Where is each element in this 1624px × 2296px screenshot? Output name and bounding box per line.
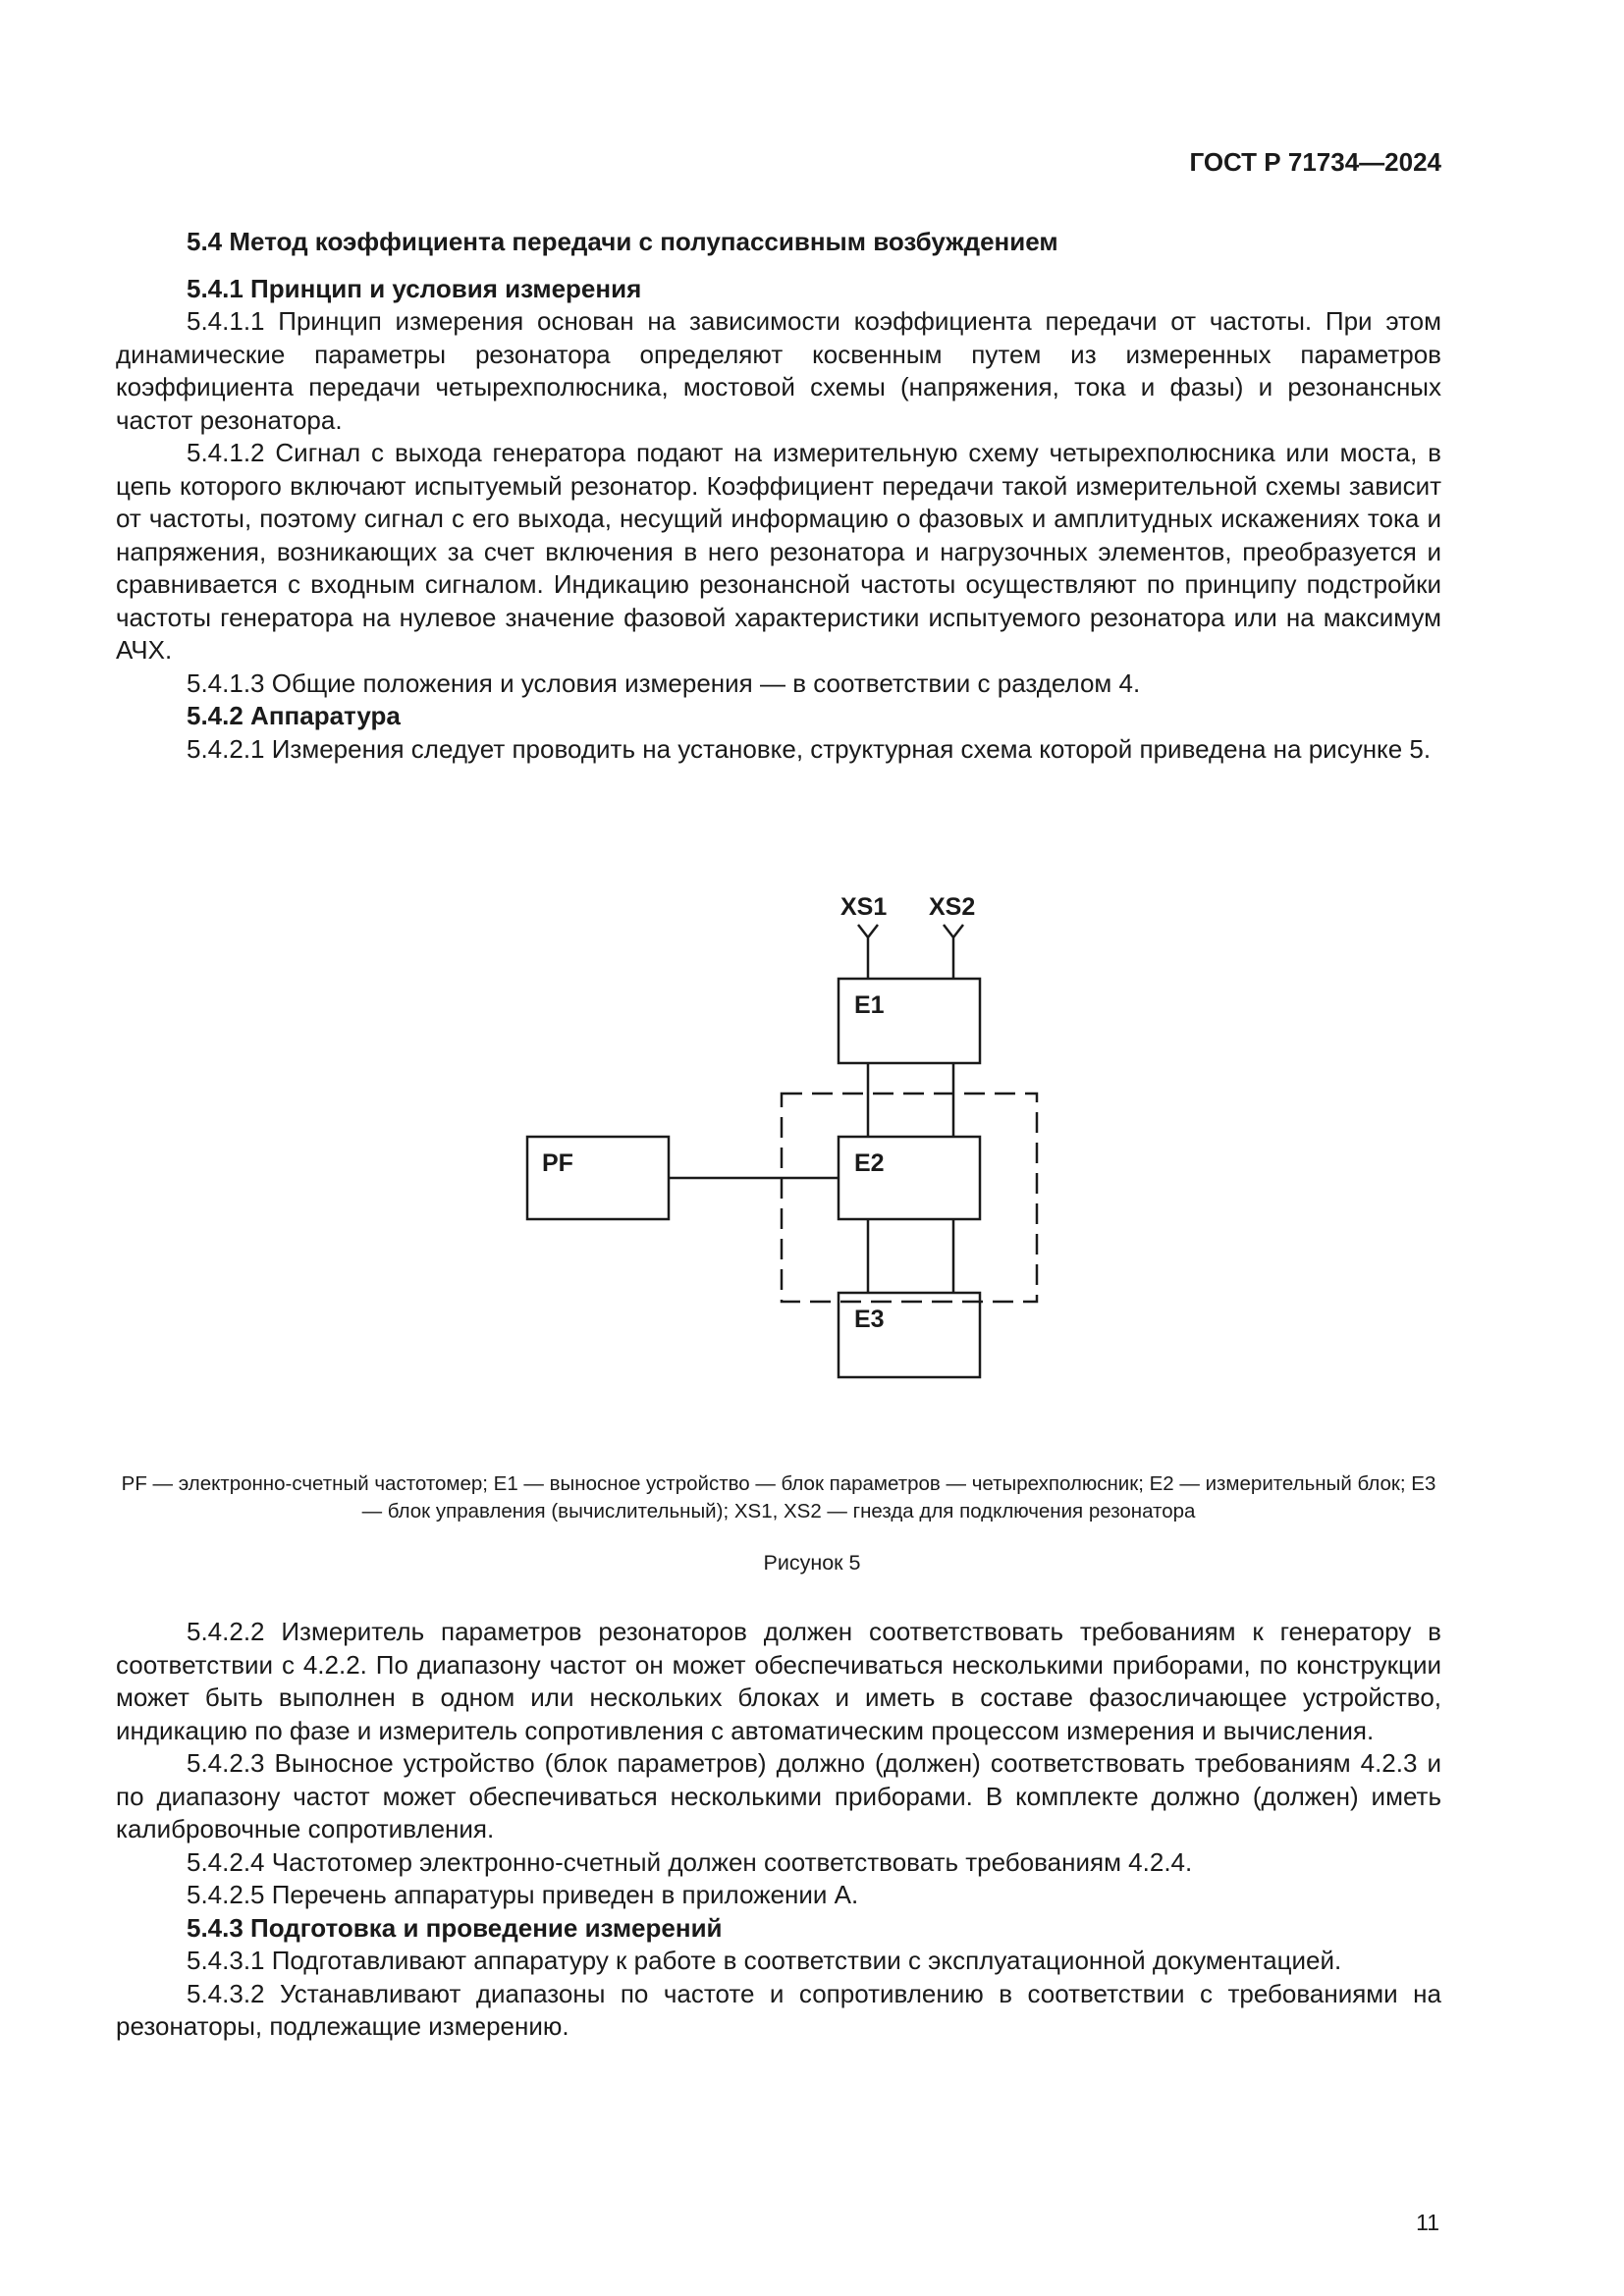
paragraph: 5.4.2.1 Измерения следует проводить на установке, структурная схема которой приведена на рисунке 5. xyxy=(187,733,1432,764)
subsection-title: 5.4.2 Аппаратура xyxy=(187,701,401,730)
e3-label: E3 xyxy=(854,1306,885,1333)
pf-label: PF xyxy=(542,1149,573,1177)
xs2-label: XS2 xyxy=(929,893,976,921)
dashed-enclosure xyxy=(782,1094,1037,1302)
document-code: ГОСТ Р 71734—2024 xyxy=(1189,147,1441,177)
block-diagram xyxy=(0,864,1624,1414)
paragraph: 5.4.1.2 Сигнал с выхода генератора подают на измерительную схему четырехполюсника или моста, в цепь которого включают испытуемый резонатор. Коэффициент передачи такой измерительной схемы зависит от частоты, поэтому сигнал с его выхода, несущий информацию о фазовых и амплитудных искажениях тока и напряжения, возникающих за счет включения в него резонатора и нагрузочных элементов, преобразуется и сравнивается с входным сигналом. Индикацию резонансной частоты осуществляют по принципу подстройки частоты генератора на нулевое значение фазовой характеристики испытуемого резонатора или на максимум АЧХ. xyxy=(116,438,1441,665)
xs1-connector xyxy=(858,925,878,979)
page-number: 11 xyxy=(1416,2210,1439,2235)
paragraph: 5.4.1.1 Принцип измерения основан на зависимости коэффициента передачи от частоты. При этом динамические параметры резонатора определяют косвенным путем из измеренных параметров коэффициента передачи четырехполюсника, мостовой схемы (напряжения, тока и фазы) и резонансных частот резонатора. xyxy=(116,306,1441,435)
section-bottom-text xyxy=(116,1616,1441,2044)
e1-label: E1 xyxy=(854,991,885,1019)
section-title: 5.4 Метод коэффициента передачи с полупассивным возбуждением xyxy=(187,227,1058,256)
xs2-connector xyxy=(944,925,963,979)
xs1-label: XS1 xyxy=(840,893,888,921)
paragraph: 5.4.2.5 Перечень аппаратуры приведен в приложении А. xyxy=(187,1880,859,1909)
paragraph: 5.4.2.4 Частотомер электронно-счетный должен соответствовать требованиям 4.2.4. xyxy=(187,1846,1193,1877)
paragraph: 5.4.2.3 Выносное устройство (блок параметров) должно (должен) соответствовать требованиям 4.2.3 и по диапазону частот может обеспечиваться несколькими приборами. В комплекте должно (должен) иметь калибровочные сопротивления. xyxy=(116,1748,1441,1843)
section-top-text xyxy=(116,226,1441,766)
paragraph: 5.4.3.2 Устанавливают диапазоны по частоте и сопротивлению в соответствии с требованиями на резонаторы, подлежащие измерению. xyxy=(116,1978,1441,2041)
subsection-title: 5.4.1 Принцип и условия измерения xyxy=(187,273,642,303)
paragraph: 5.4.2.2 Измеритель параметров резонаторов должен соответствовать требованиям к генератору в соответствии с 4.2.2. По диапазону частот он может обеспечиваться несколькими приборами, по конструкции может быть выполнен в одном или нескольких блоках и иметь в составе фазосличающее устройство, индикацию по фазе и измеритель сопротивления с автоматическим процессом измерения и вычисления. xyxy=(116,1617,1441,1745)
figure-caption: PF — электронно-счетный частотомер; E1 — выносное устройство — блок параметров — четырехполюсник; E2 — измерительный блок; E3 — блок управления (вычислительный); XS1, XS2 — гнезда для подключения резонатора xyxy=(121,1472,1436,1522)
paragraph: 5.4.1.3 Общие положения и условия измерения — в соответствии с разделом 4. xyxy=(187,667,1141,698)
paragraph: 5.4.3.1 Подготавливают аппаратуру к работе в соответствии с эксплуатационной документацией. xyxy=(187,1946,1342,1975)
subsection-title: 5.4.3 Подготовка и проведение измерений xyxy=(187,1912,723,1943)
e2-label: E2 xyxy=(854,1149,885,1177)
figure-title: Рисунок 5 xyxy=(763,1551,861,1575)
